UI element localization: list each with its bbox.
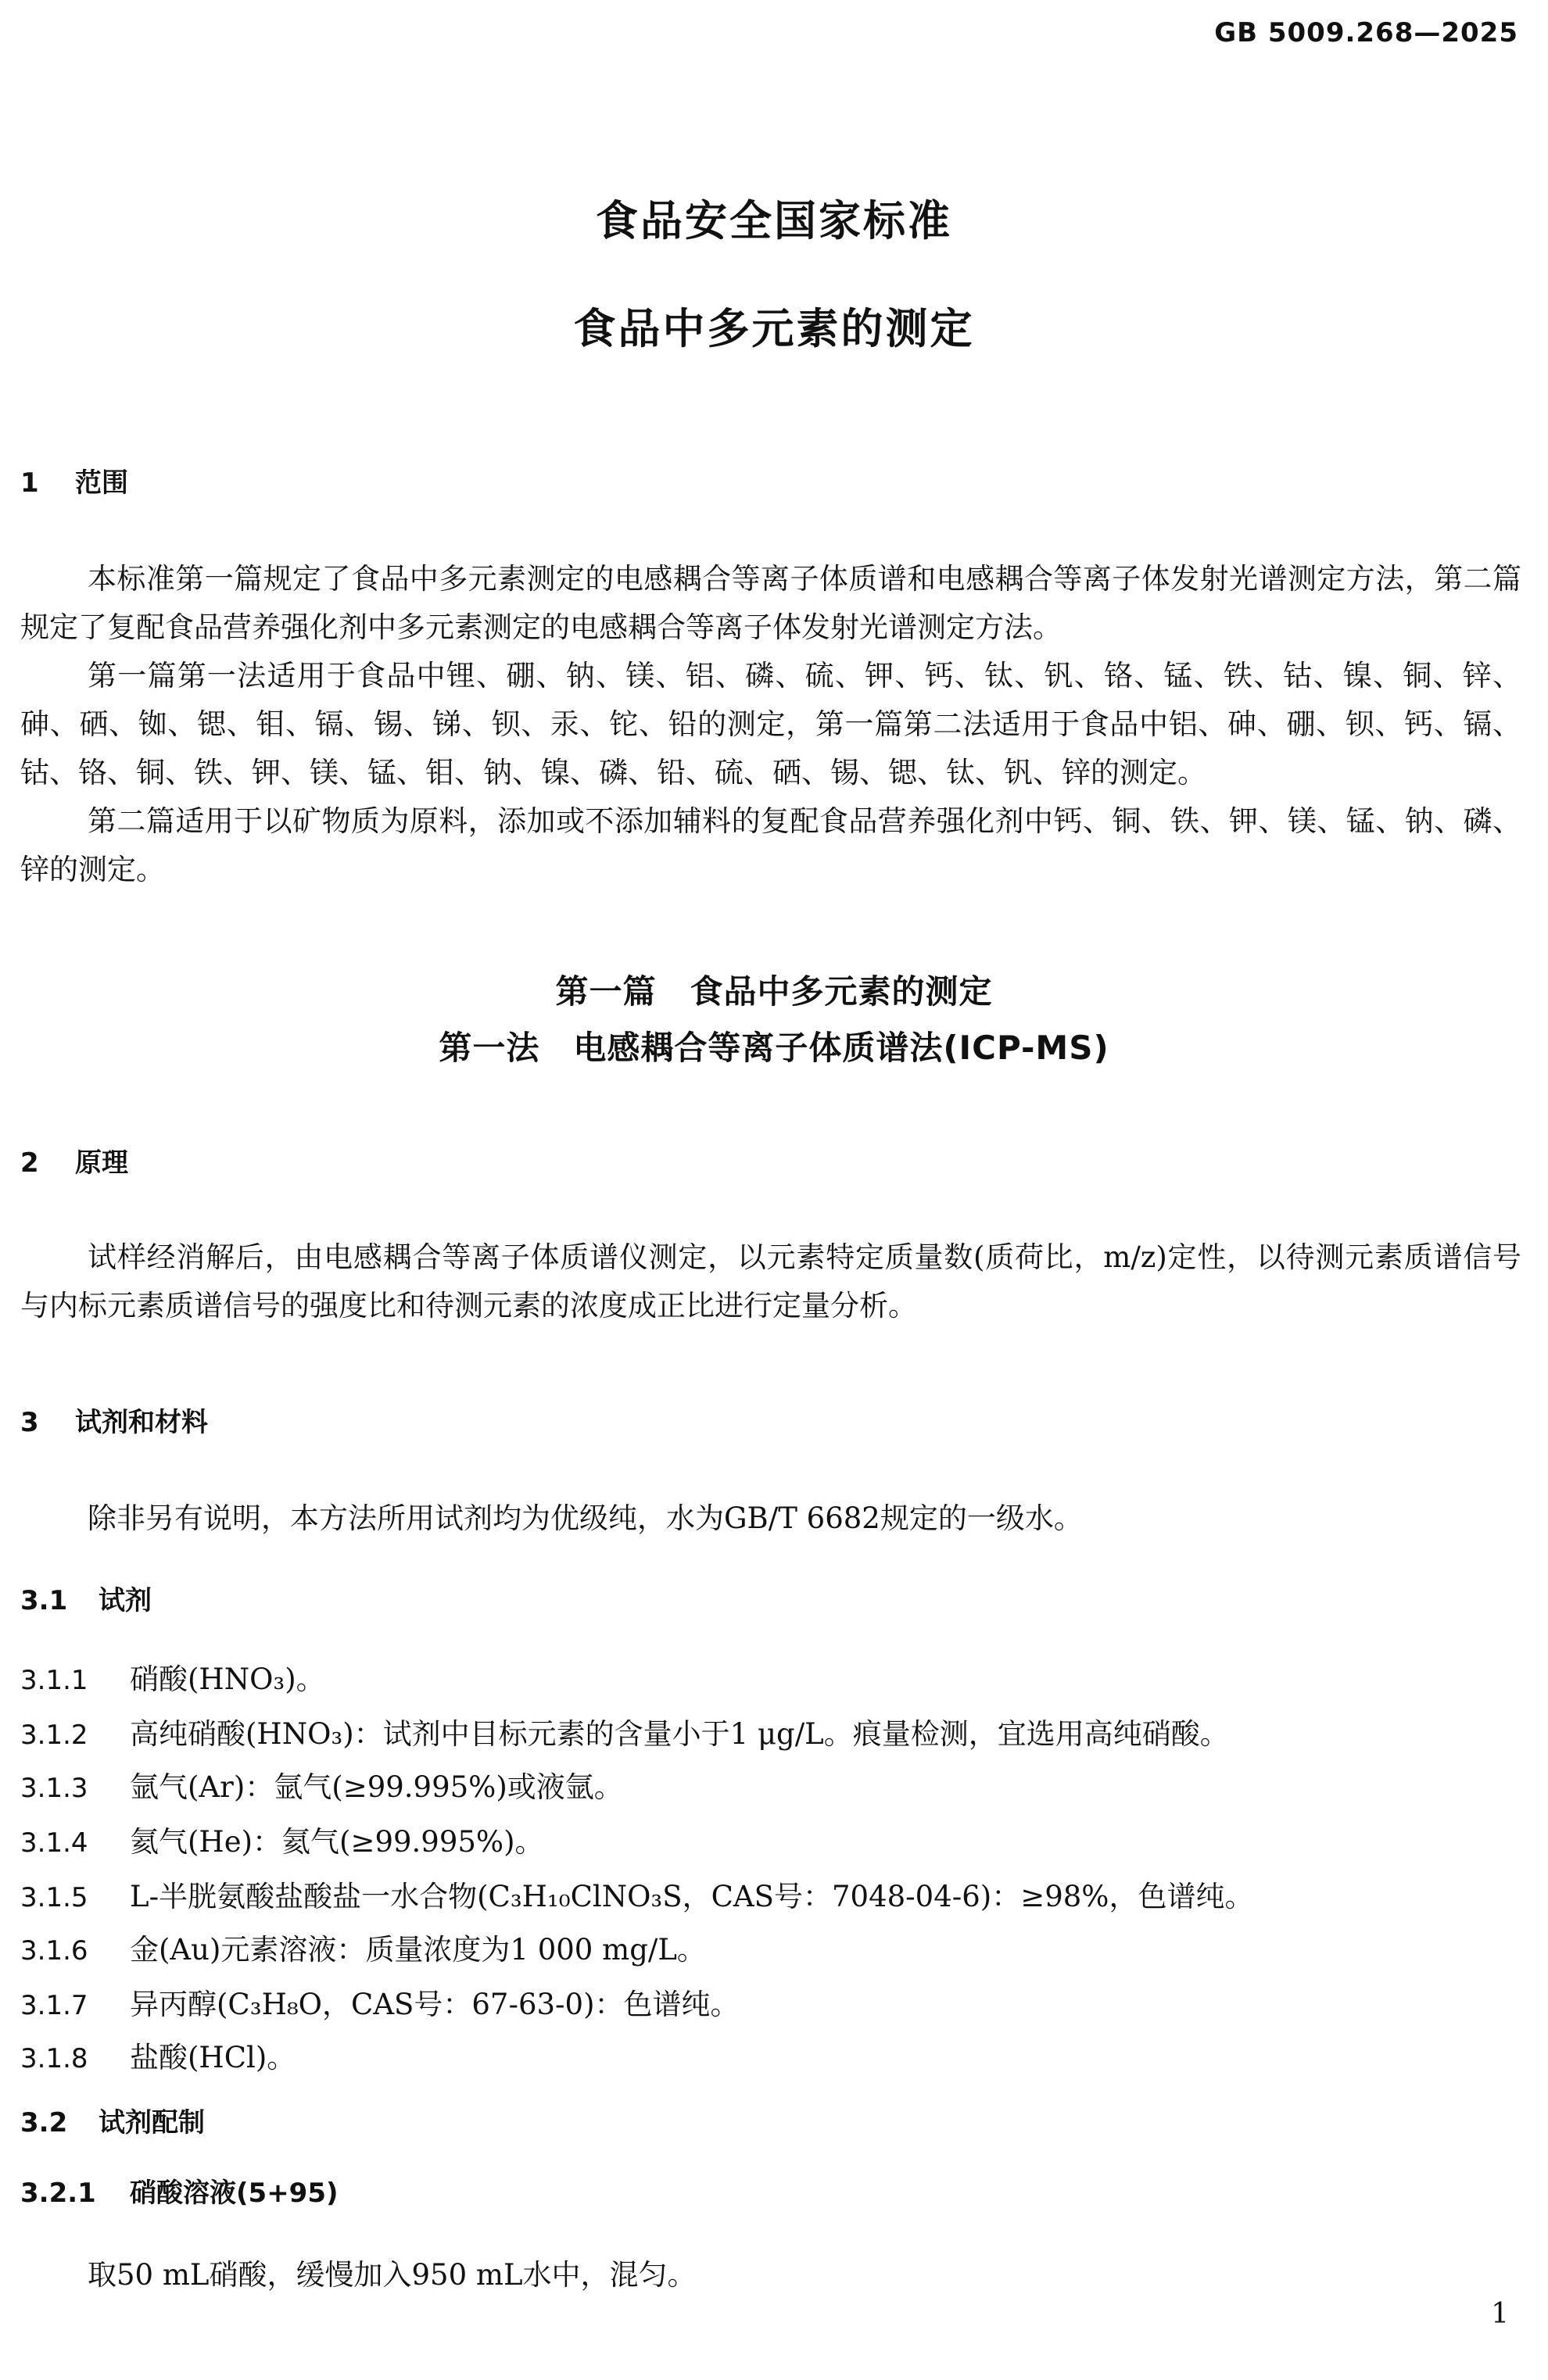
list-item bbox=[20, 1818, 544, 1860]
item-number: 3.1.7 bbox=[20, 1990, 88, 2021]
item-number: 3.1.5 bbox=[20, 1882, 88, 1913]
item-number: 3.1.6 bbox=[20, 1935, 88, 1967]
subsubsection-heading-nitric-acid bbox=[20, 2171, 339, 2210]
document-subtitle: 食品中多元素的测定 bbox=[573, 304, 975, 353]
standard-code: GB 5009.268—2025 bbox=[1214, 17, 1518, 48]
list-item bbox=[20, 1873, 1253, 1915]
subsubsection-title: 硝酸溶液(5+95) bbox=[130, 2178, 339, 2209]
item-text: 盐酸(HCl)。 bbox=[130, 2041, 296, 2074]
method-heading: 第一法 电感耦合等离子体质谱法(ICP-MS) bbox=[439, 1029, 1109, 1067]
list-item bbox=[20, 1981, 740, 2023]
scope-paragraph-2: 第一篇第一法适用于食品中锂、硼、钠、镁、铝、磷、硫、钾、钙、钛、钒、铬、锰、铁、钴、镍、铜、锌、砷、硒、铷、锶、钼、镉、锡、锑、钡、汞、铊、铅的测定，第一篇第二法适用于食品中铝、砷、硼、钡、钙、镉、钴、铬、铜、铁、钾、镁、锰、钼、钠、镍、磷、铅、硫、硒、锡、锶、钛、钒、锌的测定。 bbox=[20, 659, 1521, 789]
item-text: 异丙醇(C₃H₈O，CAS号：67-63-0)：色谱纯。 bbox=[130, 1988, 740, 2021]
section-number: 2 bbox=[20, 1147, 39, 1179]
item-number: 3.1.3 bbox=[20, 1773, 88, 1804]
item-text: 硝酸(HNO₃)。 bbox=[130, 1662, 325, 1696]
section-heading-scope bbox=[20, 461, 128, 499]
principle-paragraph: 试样经消解后，由电感耦合等离子体质谱仪测定，以元素特定质量数(质荷比，m/z)定性，以待测元素质谱信号与内标元素质谱信号的强度比和待测元素的浓度成正比进行定量分析。 bbox=[20, 1240, 1521, 1322]
list-item bbox=[20, 1926, 706, 1968]
subsection-number: 3.2 bbox=[20, 2107, 68, 2138]
section-number: 3 bbox=[20, 1407, 39, 1438]
list-item bbox=[20, 1763, 623, 1806]
item-text: 氦气(He)：氦气(≥99.995%)。 bbox=[130, 1825, 544, 1859]
subsubsection-number: 3.2.1 bbox=[20, 2178, 96, 2209]
item-text: L-半胱氨酸盐酸盐一水合物(C₃H₁₀ClNO₃S，CAS号：7048-04-6)：≥98%，色谱纯。 bbox=[130, 1880, 1254, 1913]
list-item bbox=[20, 1710, 1229, 1752]
item-number: 3.1.4 bbox=[20, 1827, 88, 1859]
list-item bbox=[20, 1655, 325, 1698]
list-item bbox=[20, 2034, 296, 2076]
subsection-title: 试剂 bbox=[99, 1585, 152, 1616]
subsection-number: 3.1 bbox=[20, 1585, 68, 1616]
subsection-heading-reagents bbox=[20, 1579, 152, 1617]
document-title: 食品安全国家标准 bbox=[596, 196, 952, 245]
item-number: 3.1.2 bbox=[20, 1720, 88, 1751]
section-title: 原理 bbox=[75, 1147, 128, 1179]
section-title: 范围 bbox=[75, 467, 128, 499]
item-text: 金(Au)元素溶液：质量浓度为1 000 mg/L。 bbox=[130, 1933, 706, 1967]
scope-paragraph-1: 本标准第一篇规定了食品中多元素测定的电感耦合等离子体质谱和电感耦合等离子体发射光谱测定方法，第二篇规定了复配食品营养强化剂中多元素测定的电感耦合等离子体发射光谱测定方法。 bbox=[20, 562, 1521, 644]
section-heading-principle bbox=[20, 1141, 128, 1179]
section-number: 1 bbox=[20, 467, 39, 499]
reagents-paragraph: 除非另有说明，本方法所用试剂均为优级纯，水为GB/T 6682规定的一级水。 bbox=[88, 1501, 1083, 1535]
item-text: 高纯硝酸(HNO₃)：试剂中目标元素的含量小于1 μg/L。痕量检测，宜选用高纯硝酸。 bbox=[130, 1717, 1229, 1751]
section-heading-reagents bbox=[20, 1401, 208, 1439]
scope-paragraph-3: 第二篇适用于以矿物质为原料，添加或不添加辅料的复配食品营养强化剂中钙、铜、铁、钾、镁、锰、钠、磷、锌的测定。 bbox=[20, 804, 1521, 886]
subsection-title: 试剂配制 bbox=[99, 2107, 205, 2138]
item-number: 3.1.1 bbox=[20, 1665, 88, 1696]
item-number: 3.1.8 bbox=[20, 2043, 88, 2074]
part-heading: 第一篇 食品中多元素的测定 bbox=[555, 972, 993, 1011]
subsection-heading-preparation bbox=[20, 2101, 205, 2139]
page-number: 1 bbox=[1491, 2298, 1509, 2330]
item-text: 氩气(Ar)：氩气(≥99.995%)或液氩。 bbox=[130, 1770, 623, 1804]
section-title: 试剂和材料 bbox=[75, 1407, 208, 1438]
nitric-acid-paragraph: 取50 mL硝酸，缓慢加入950 mL水中，混匀。 bbox=[88, 2258, 697, 2292]
